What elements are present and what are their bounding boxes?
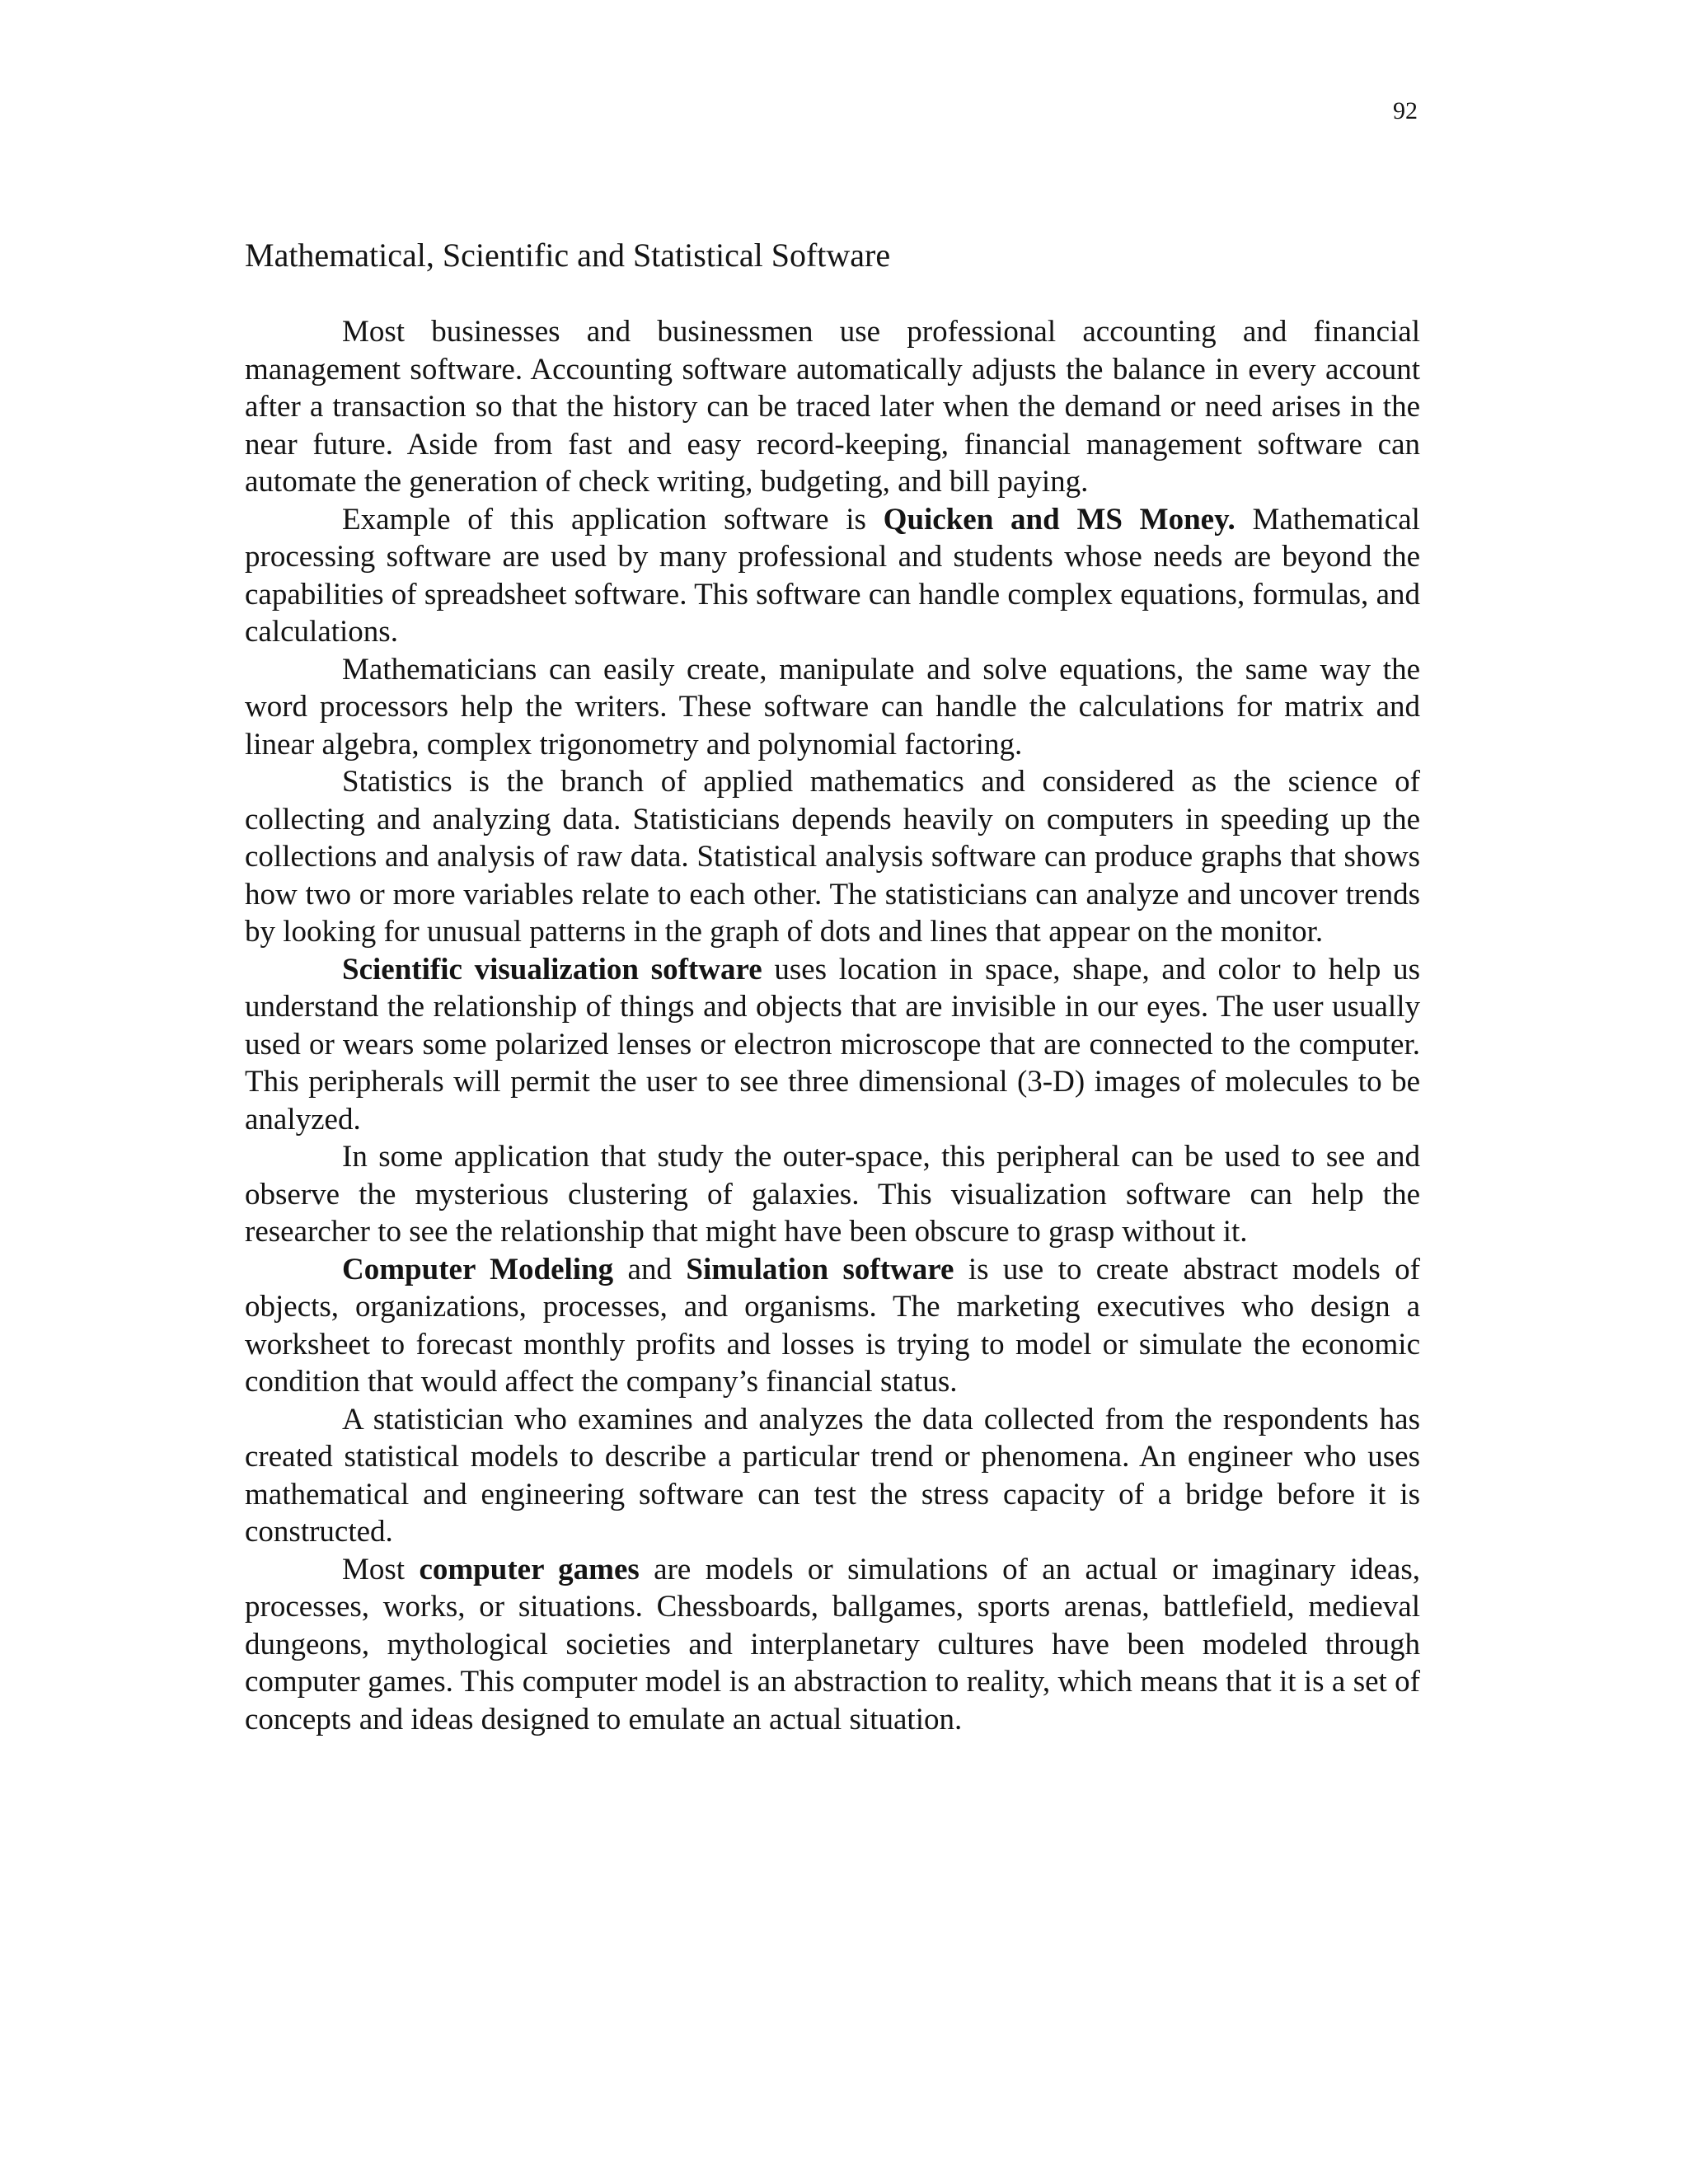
bold-term-scientific-visualization: Scientific visualization software (342, 952, 762, 987)
text-run: uses location in space, shape, and color to help us understand the relationship of things and objects that are invisible in our eyes. The user usually used or wears some polarized lenses or electron microscope that are connected to the computer. This peripherals will permit the user to see three dimensional (3-D) images of molecules to be analyzed. (245, 952, 1421, 1137)
section-heading: Mathematical, Scientific and Statistical Software (245, 237, 891, 274)
paragraph-outer-space (245, 1138, 1420, 1251)
text-run: Statistics is the branch of applied mathematics and considered as the science of collecting and analyzing data. Statisticians depends heavily on computers in speeding up the collections and analysis of raw data. Statistical analysis software can produce graphs that shows how two or more variables relate to each other. The statisticians can analyze and uncover trends by looking for unusual patterns in the graph of dots and lines that appear on the monitor. (245, 765, 1420, 949)
text-run: is use to create abstract models of objects, organizations, processes, and organisms. The marketing executives who design a worksheet to forecast monthly profits and losses is trying to model or simulate the economic condition that would affect the company’s financial status. (245, 1252, 1420, 1399)
text-run: Most (342, 1552, 420, 1586)
body-text (245, 313, 1420, 1738)
text-run: A statistician who examines and analyzes the data collected from the respondents has created statistical models to describe a particular trend or phenomena. An engineer who uses mathematical and engineering software can test the stress capacity of a bridge before it is constructed. (245, 1402, 1420, 1549)
bold-term-computer-games: computer games (419, 1552, 640, 1586)
page-number: 92 (1393, 97, 1418, 124)
paragraph-math-software-example (245, 501, 1420, 651)
paragraph-scientific-visualization (245, 951, 1420, 1139)
paragraph-accounting-software (245, 313, 1420, 501)
text-run: Example of this application software is (342, 502, 884, 537)
paragraph-modeling-simulation (245, 1251, 1420, 1401)
text-run: Mathematicians can easily create, manipulate and solve equations, the same way the word processors help the writers. These software can handle the calculations for matrix and linear algebra, complex trigonometry and polynomial factoring. (245, 652, 1420, 762)
paragraph-statistics (245, 763, 1420, 951)
bold-term-simulation-software: Simulation software (686, 1252, 954, 1286)
bold-term-quicken-ms-money: Quicken and MS Money. (883, 502, 1236, 537)
paragraph-computer-games (245, 1551, 1420, 1739)
bold-term-computer-modeling: Computer Modeling (342, 1252, 614, 1286)
paragraph-statistician-engineer (245, 1401, 1420, 1551)
text-run: In some application that study the outer-space, this peripheral can be used to see and observe the mysterious clustering of galaxies. This visualization software can help the researcher to see the relationship that might have been obscure to grasp without it. (245, 1140, 1420, 1249)
paragraph-mathematicians (245, 651, 1420, 764)
text-run: are models or simulations of an actual or imaginary ideas, processes, works, or situations. Chessboards, ballgames, sports arenas, battlefield, medieval dungeons, mythological societies and interplanetary cultures have been modeled through computer games. This computer model is an abstraction to reality, which means that it is a set of concepts and ideas designed to emulate an actual situation. (245, 1552, 1420, 1736)
text-run: Mathematical processing software are used by many professional and students whose needs are beyond the capabilities of spreadsheet software. This software can handle complex equations, formulas, and calculations. (245, 502, 1420, 649)
text-run: Most businesses and businessmen use professional accounting and financial management software. Accounting software automatically adjusts the balance in every account after a transaction so that the history can be traced later when the demand or need arises in the near future. Aside from fast and easy record-keeping, financial management software can automate the generation of check writing, budgeting, and bill paying. (245, 315, 1420, 499)
text-run: and (613, 1252, 687, 1286)
